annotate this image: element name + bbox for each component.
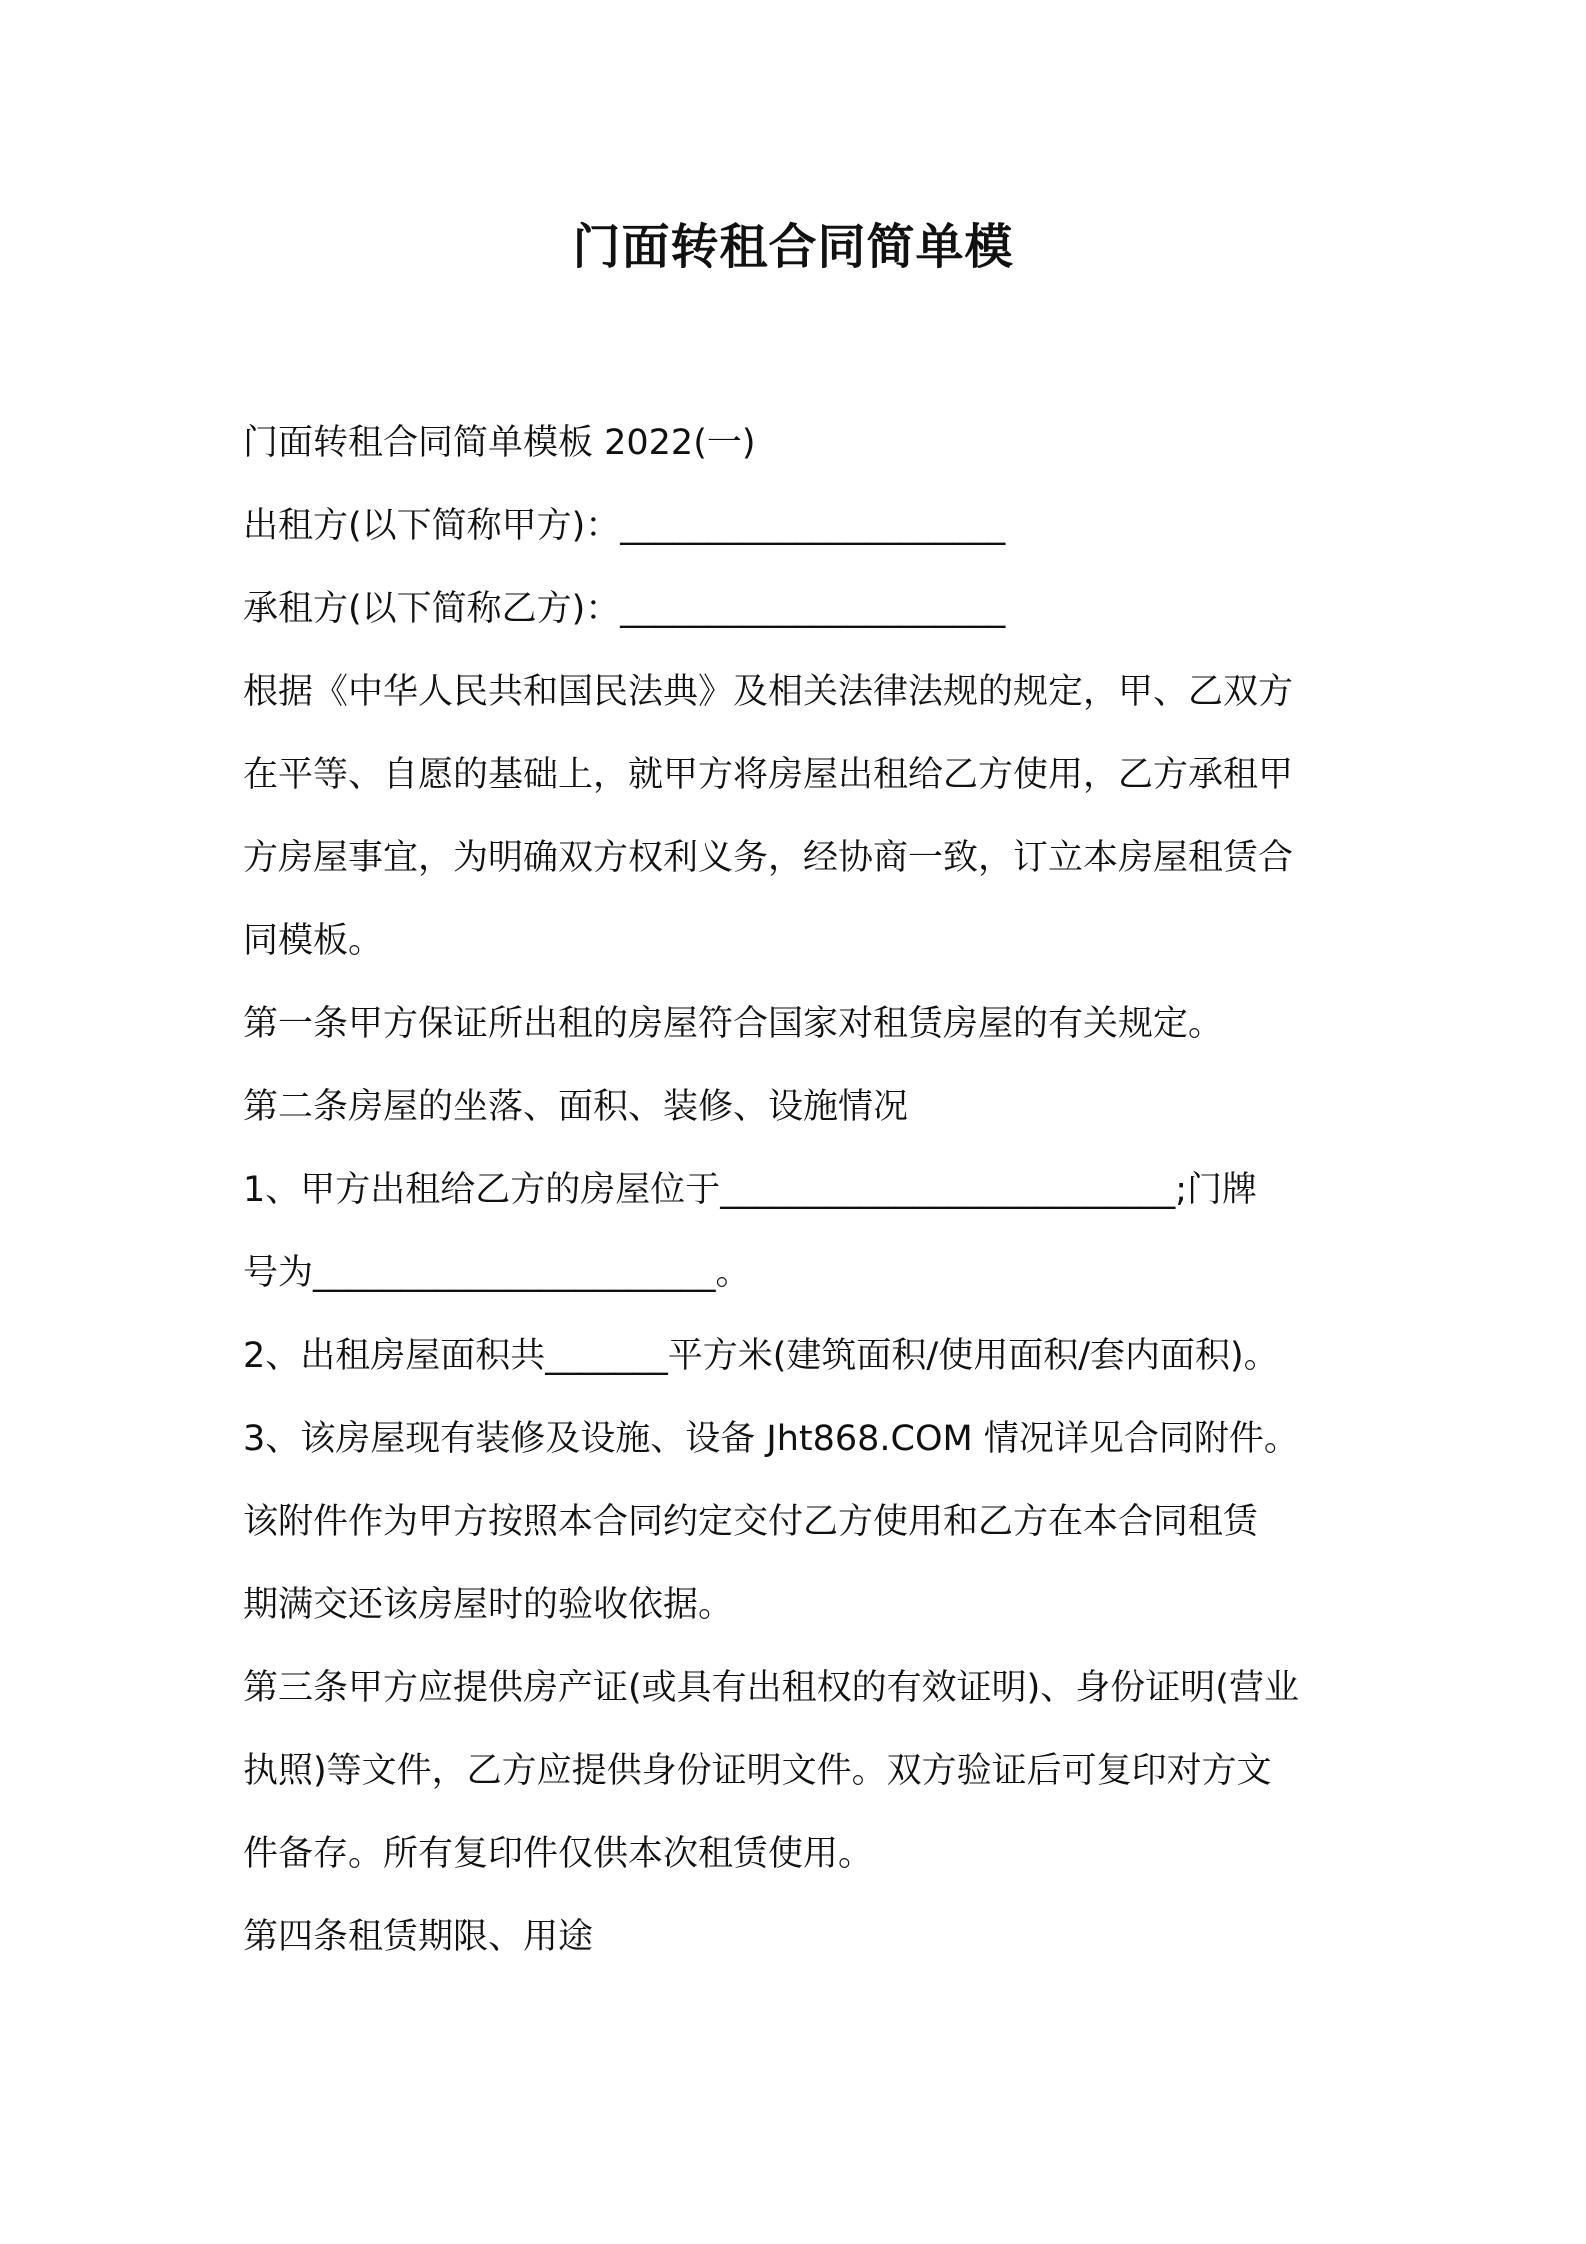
preamble-line-1: 根据《中华人民共和国民法典》及相关法律法规的规定，甲、乙双方 [243, 672, 1294, 712]
subtitle-line: 门面转租合同简单模板 2022(一) [243, 423, 756, 463]
article-2-item-1-line-2: 号为_______________________。 [243, 1253, 751, 1293]
article-2-item-1-line-1: 1、甲方出租给乙方的房屋位于__________________________;门牌 [243, 1170, 1258, 1210]
lessor-line: 出租方(以下简称甲方)：______________________ [243, 506, 1006, 546]
article-3-line-2: 执照)等文件，乙方应提供身份证明文件。双方验证后可复印对方文 [243, 1751, 1272, 1791]
article-2-item-3-line-2: 该附件作为甲方按照本合同约定交付乙方使用和乙方在本合同租赁 [243, 1502, 1259, 1542]
article-1-line: 第一条甲方保证所出租的房屋符合国家对租赁房屋的有关规定。 [243, 1004, 1224, 1044]
article-4-heading: 第四条租赁期限、用途 [243, 1917, 594, 1957]
article-3-line-1: 第三条甲方应提供房产证(或具有出租权的有效证明)、身份证明(营业 [243, 1668, 1299, 1708]
preamble-line-3: 方房屋事宜，为明确双方权利义务，经协商一致，订立本房屋租赁合 [243, 838, 1294, 878]
document-body [243, 402, 1353, 1979]
article-3-line-3: 件备存。所有复印件仅供本次租赁使用。 [243, 1834, 874, 1874]
article-2-item-3-line-3: 期满交还该房屋时的验收依据。 [243, 1585, 734, 1625]
article-2-item-2-line: 2、出租房屋面积共_______平方米(建筑面积/使用面积/套内面积)。 [243, 1336, 1279, 1376]
lessee-line: 承租方(以下简称乙方)：______________________ [243, 589, 1006, 629]
preamble-line-4: 同模板。 [243, 921, 384, 961]
document-title: 门面转租合同简单模 [572, 219, 1014, 275]
article-2-heading: 第二条房屋的坐落、面积、装修、设施情况 [243, 1087, 909, 1127]
preamble-line-2: 在平等、自愿的基础上，就甲方将房屋出租给乙方使用，乙方承租甲 [243, 755, 1294, 795]
article-2-item-3-line-1: 3、该房屋现有装修及设施、设备 Jht868.COM 情况详见合同附件。 [243, 1419, 1299, 1459]
